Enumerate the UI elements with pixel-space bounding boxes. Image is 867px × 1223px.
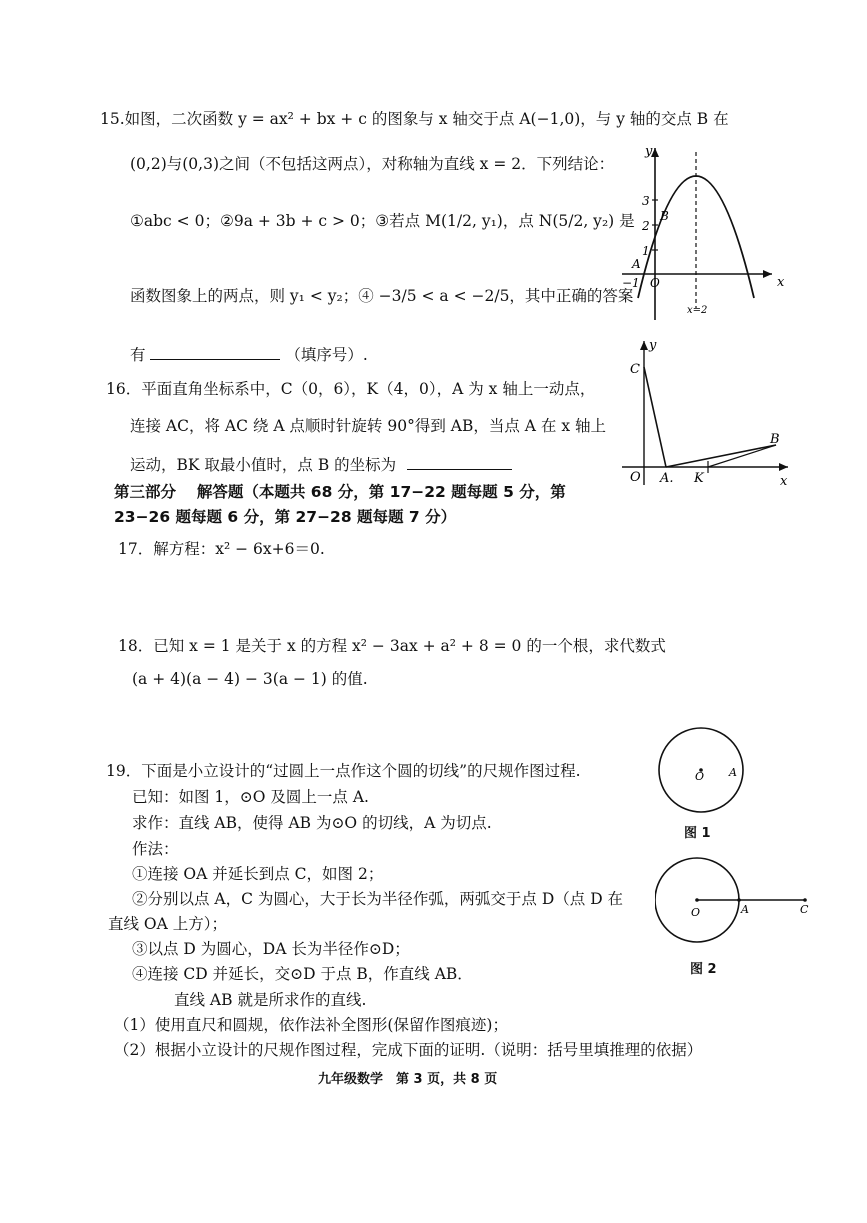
q16-line3: [130, 455, 512, 475]
q16-line1: 16．平面直角坐标系中，C（0，6），K（4，0），A 为 x 轴上一动点，: [106, 380, 596, 398]
q15-line1: 15.如图，二次函数 y = ax² + bx + c 的图象与 x 轴交于点 A(−1,0)，与 y 轴的交点 B 在: [100, 110, 729, 128]
q19-fig1-label-O: O: [695, 770, 705, 783]
q17-text: 17．解方程：x² − 6x+6＝0.: [118, 540, 325, 558]
q19-figure1: [655, 722, 755, 822]
q16-line3-text: 运动，BK 取最小值时，点 B 的坐标为: [130, 456, 397, 474]
q19-line8: ③以点 D 为圆心，DA 长为半径作⊙D；: [132, 940, 410, 958]
q19-fig2-label-O: O: [691, 906, 701, 919]
q19-figure2-caption: 图 2: [690, 962, 717, 977]
q15-line5: [130, 345, 368, 365]
q15-label-y: y: [645, 144, 653, 159]
q15-tick-3: 3: [642, 194, 650, 208]
q16-label-K: K: [694, 471, 704, 486]
q15-label-axis: x=2: [687, 305, 708, 316]
q16-segment-AC: [644, 367, 666, 467]
part3-heading-line2: 23−26 题每题 6 分，第 27−28 题每题 7 分）: [114, 508, 457, 526]
q15-line3: ①abc < 0；②9a + 3b + c > 0；③若点 M(1/2, y₁)，点 N(5/2, y₂) 是: [130, 212, 635, 230]
q19-line7: 直线 OA 上方）；: [108, 915, 228, 933]
q15-label-neg1: −1: [622, 276, 640, 290]
q15-label-O: O: [650, 276, 660, 290]
q16-label-O: O: [630, 470, 641, 485]
q19-line4: 作法：: [132, 840, 179, 858]
q16-answer-blank[interactable]: [407, 455, 512, 470]
q15-tick-1: 1: [642, 244, 650, 258]
q19-line3: 求作：直线 AB，使得 AB 为⊙O 的切线，A 为切点.: [132, 814, 492, 832]
q15-label-A: A: [632, 257, 641, 271]
q15-label-B: B: [660, 209, 669, 223]
q19-line5: ①连接 OA 并延长到点 C，如图 2；: [132, 865, 384, 883]
part3-heading-line1: 第三部分 解答题（本题共 68 分，第 17−22 题每题 5 分，第: [114, 483, 566, 501]
q19-line9: ④连接 CD 并延长，交⊙D 于点 B，作直线 AB．: [132, 965, 473, 983]
q19-fig2-label-C: C: [800, 903, 809, 916]
q16-label-x: x: [780, 474, 788, 489]
q19-figure2: [655, 856, 820, 956]
q19-line12: （2）根据小立设计的尺规作图过程，完成下面的证明.（说明：括号里填推理的依据）: [114, 1041, 703, 1059]
q19-line6: ②分别以点 A，C 为圆心，大于长为半径作弧，两弧交于点 D（点 D 在: [132, 890, 624, 908]
q19-figure1-caption: 图 1: [684, 826, 711, 841]
q19-fig1-label-A: A: [729, 766, 737, 779]
q19-line11: （1）使用直尺和圆规，依作法补全图形(保留作图痕迹)；: [114, 1016, 508, 1034]
q16-segment-AB: [666, 445, 776, 467]
q15-line5-pre: 有: [130, 346, 146, 364]
q19-fig2-label-A: A: [741, 903, 749, 916]
q16-label-A: A.: [660, 471, 674, 486]
q15-line2: (0,2)与(0,3)之间（不包括这两点），对称轴为直线 x = 2．下列结论：: [130, 155, 615, 173]
q18-line2: (a + 4)(a − 4) − 3(a − 1) 的值.: [132, 670, 368, 688]
q16-label-B: B: [770, 432, 780, 447]
q19-line1: 19．下面是小立设计的“过圆上一点作这个圆的切线”的尺规作图过程.: [106, 762, 581, 780]
q15-answer-blank[interactable]: [150, 345, 280, 360]
q15-parabola-figure: [612, 140, 792, 330]
q16-rotation-figure: [618, 335, 798, 495]
q15-tick-2: 2: [642, 219, 650, 233]
q15-line4: 函数图象上的两点，则 y₁ < y₂；④ −3/5 < a < −2/5，其中正确的答案: [130, 287, 634, 305]
q15-line5-post: （填序号）.: [285, 346, 368, 364]
q16-label-y: y: [649, 338, 657, 353]
q18-line1: 18．已知 x = 1 是关于 x 的方程 x² − 3ax + a² + 8 = 0 的一个根，求代数式: [118, 637, 666, 655]
q15-label-x: x: [777, 275, 785, 290]
q19-line10: 直线 AB 就是所求作的直线.: [174, 991, 367, 1009]
q16-label-C: C: [630, 362, 640, 377]
q16-line2: 连接 AC，将 AC 绕 A 点顺时针旋转 90°得到 AB，当点 A 在 x 轴上: [130, 417, 606, 435]
page-footer: 九年级数学 第 3 页，共 8 页: [318, 1072, 498, 1087]
q19-line2: 已知：如图 1，⊙O 及圆上一点 A.: [132, 788, 369, 806]
